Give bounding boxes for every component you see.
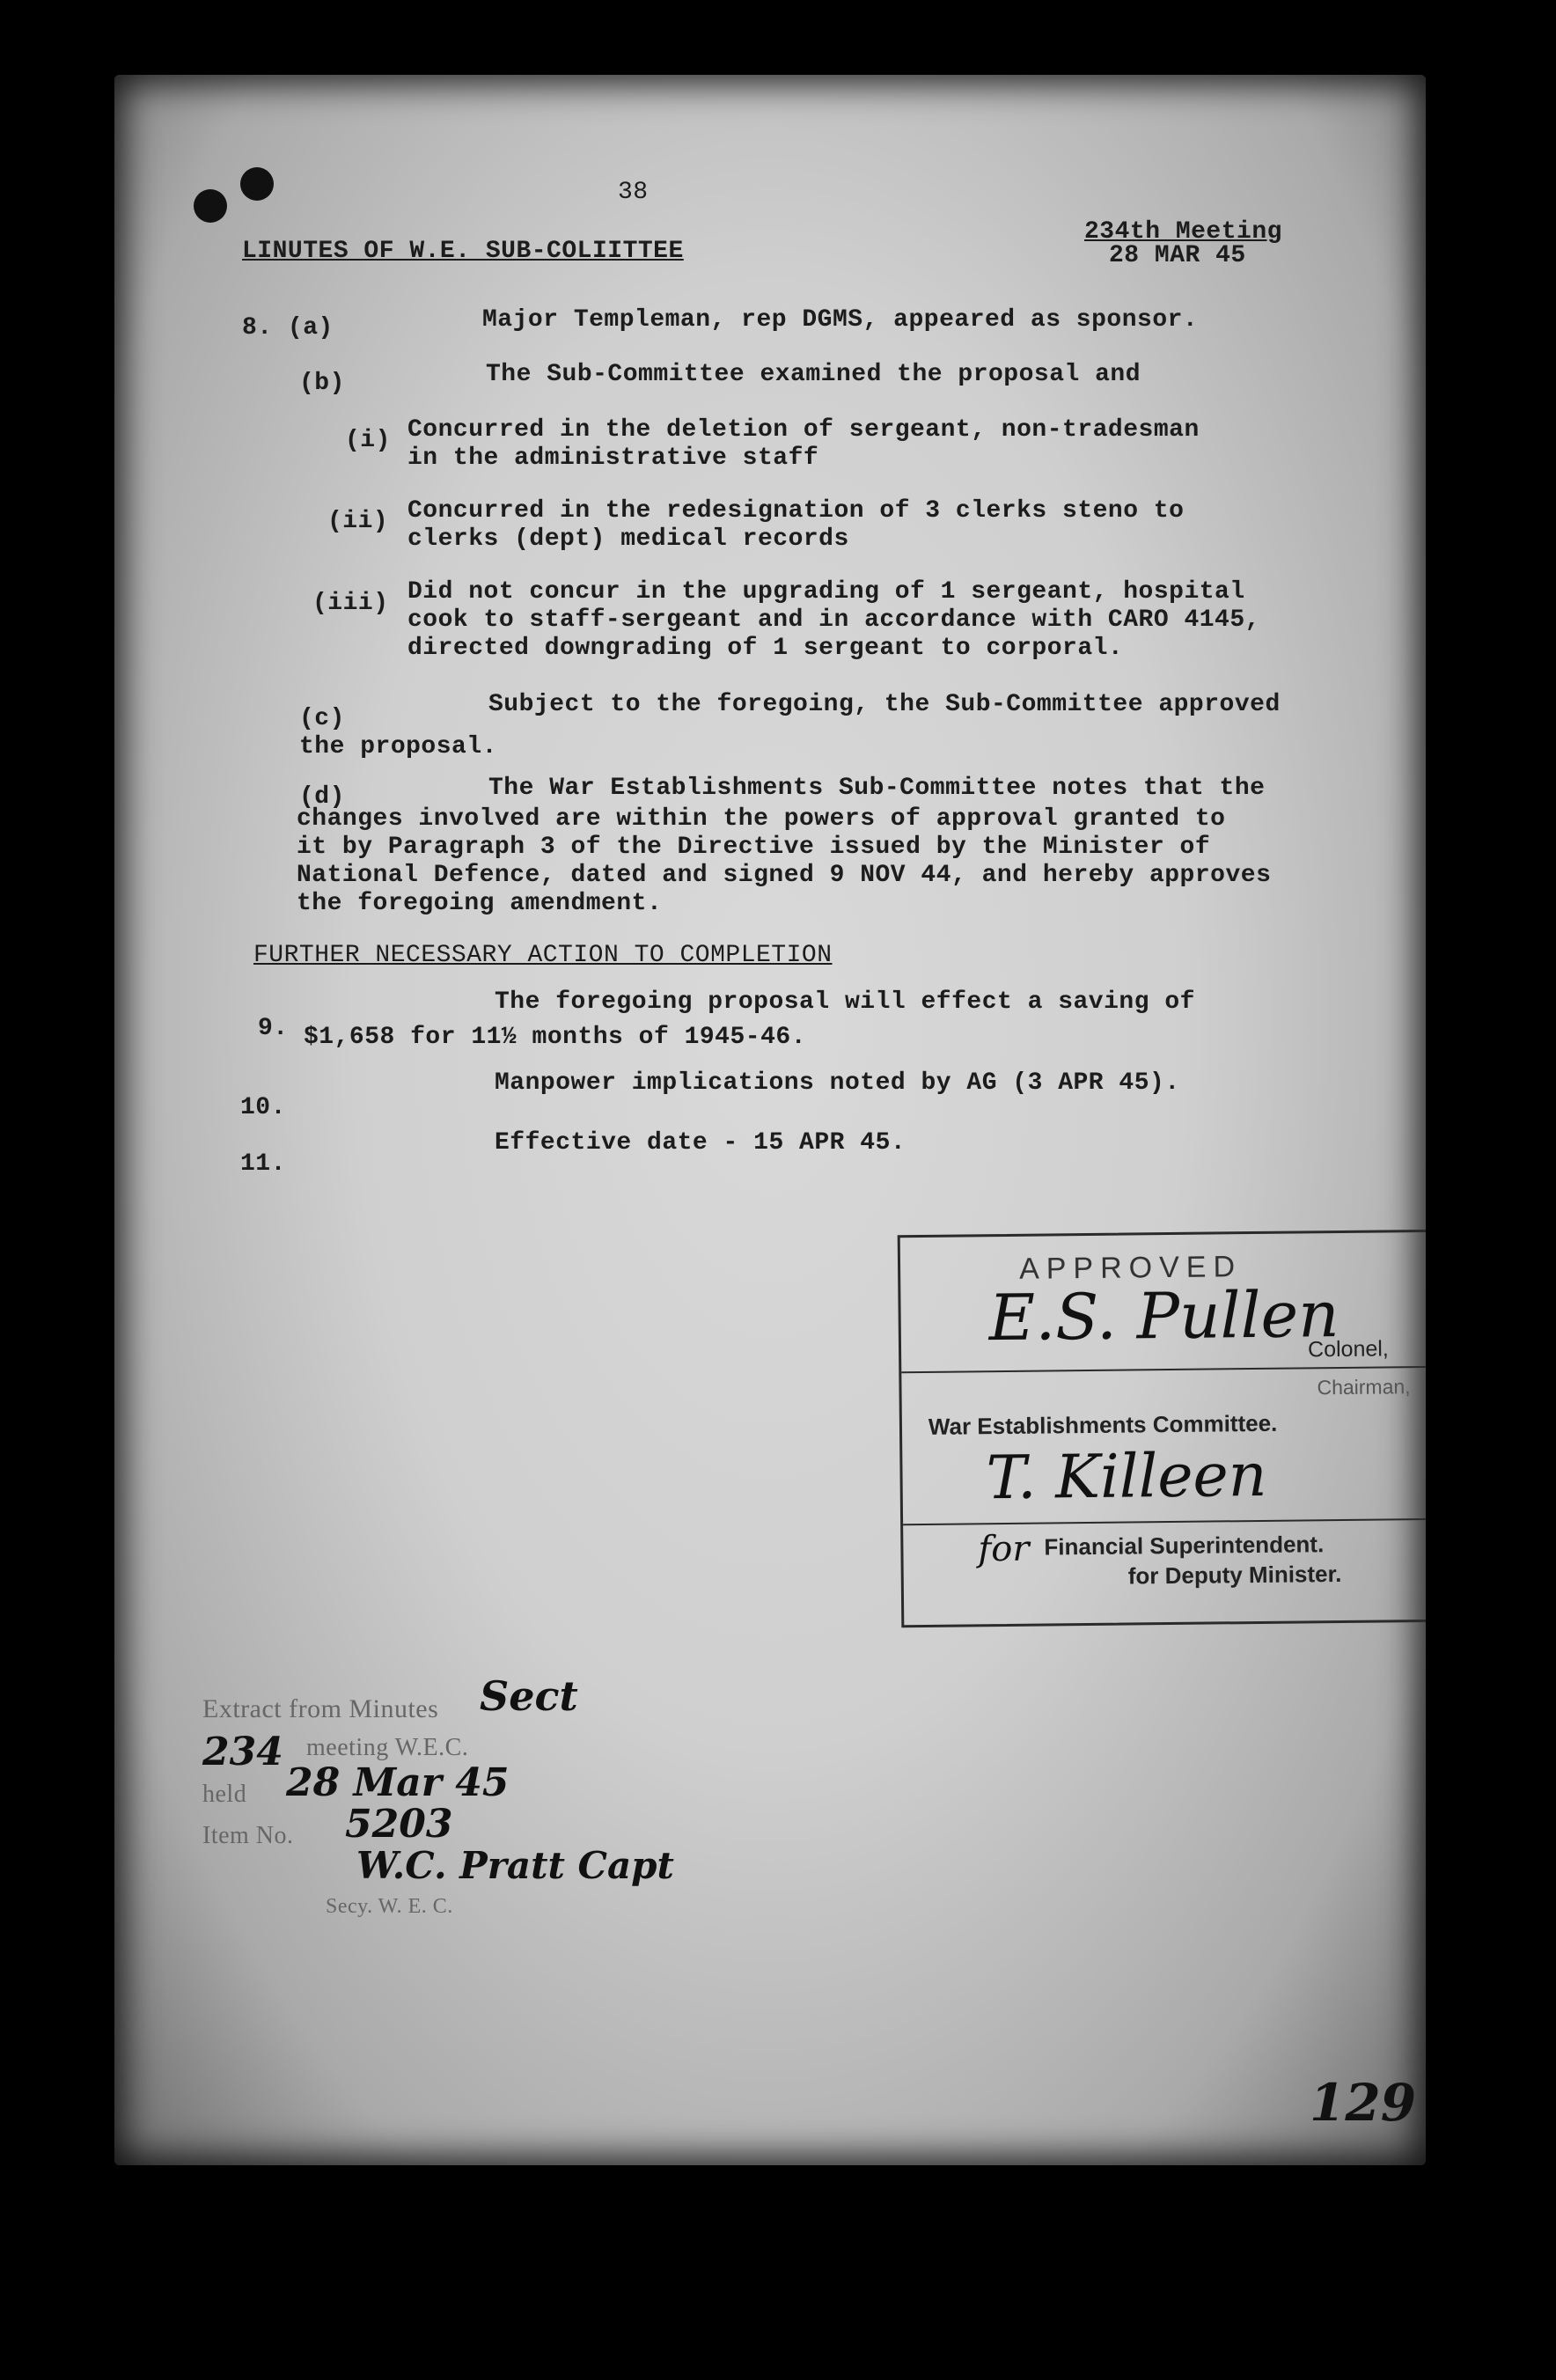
stamp-approved-label: APPROVED bbox=[1018, 1250, 1243, 1286]
punch-hole-left bbox=[194, 189, 227, 223]
minutes-title: LINUTES OF W.E. SUB-COLIITTEE bbox=[242, 238, 684, 265]
para-d-line4: National Defence, dated and signed 9 NOV 44, and hereby approves bbox=[297, 862, 1272, 889]
sub-iii-line1: Did not concur in the upgrading of 1 sergeant, hospital bbox=[407, 578, 1245, 606]
hand-meeting-number: 234 bbox=[202, 1730, 283, 1774]
sub-iii-line3: directed downgrading of 1 sergeant to corporal. bbox=[407, 635, 1124, 662]
stamp-chairman-label: Chairman, bbox=[1317, 1375, 1411, 1399]
sub-iii-number: (iii) bbox=[312, 590, 389, 617]
sub-iii-line2: cook to staff-sergeant and in accordance with CARO 4145, bbox=[407, 606, 1260, 634]
extract-held-label: held bbox=[202, 1781, 247, 1808]
document-page bbox=[114, 75, 1426, 2165]
para-8b-text: The Sub-Committee examined the proposal and bbox=[486, 361, 1141, 388]
further-action-heading: FURTHER NECESSARY ACTION TO COMPLETION bbox=[253, 942, 833, 969]
para-d-number: (d) bbox=[299, 783, 345, 811]
sub-ii-line1: Concurred in the redesignation of 3 clerks steno to bbox=[407, 497, 1185, 525]
para-8a-text: Major Templeman, rep DGMS, appeared as sponsor. bbox=[482, 306, 1199, 334]
stamp-financial-label: Financial Superintendent. bbox=[1044, 1531, 1325, 1561]
meeting-number: 234th Meeting bbox=[1084, 218, 1282, 246]
signature-for-mark: for bbox=[978, 1528, 1030, 1570]
para-10-number: 10. bbox=[240, 1094, 286, 1121]
sub-i-line1: Concurred in the deletion of sergeant, non-tradesman bbox=[407, 416, 1200, 444]
hand-item-number: 5203 bbox=[345, 1802, 453, 1847]
signature-killeen: T. Killeen bbox=[986, 1440, 1267, 1514]
extract-secy-label: Secy. W. E. C. bbox=[326, 1895, 453, 1918]
signature-pullen: E.S. Pullen bbox=[988, 1277, 1339, 1355]
para-11-number: 11. bbox=[240, 1150, 286, 1178]
para-d-line2: changes involved are within the powers of approval granted to bbox=[297, 805, 1226, 833]
punch-hole-right bbox=[240, 167, 274, 201]
para-8a-number: 8. (a) bbox=[242, 314, 334, 342]
sub-ii-line2: clerks (dept) medical records bbox=[407, 525, 849, 553]
stamp-divider-1 bbox=[901, 1366, 1426, 1373]
stamp-colonel-label: Colonel, bbox=[1307, 1336, 1389, 1363]
approval-stamp bbox=[898, 1230, 1426, 1627]
para-9-line1: The foregoing proposal will effect a saving of bbox=[495, 988, 1195, 1016]
stamp-deputy-label: for Deputy Minister. bbox=[1127, 1560, 1342, 1590]
sub-i-line2: in the administrative staff bbox=[407, 444, 819, 472]
para-c-line1: Subject to the foregoing, the Sub-Committee approved bbox=[488, 691, 1281, 718]
hand-sect: Sect bbox=[480, 1672, 578, 1720]
extract-from-minutes: Extract from Minutes bbox=[202, 1694, 439, 1723]
meeting-date: 28 MAR 45 bbox=[1109, 242, 1246, 269]
folio-number: 129 bbox=[1310, 2073, 1417, 2133]
para-8b-number: (b) bbox=[299, 370, 345, 397]
hand-secretary-signature: W.C. Pratt Capt bbox=[356, 1844, 674, 1887]
extract-item-label: Item No. bbox=[202, 1822, 294, 1849]
sub-i-number: (i) bbox=[345, 427, 391, 454]
para-9-number: 9. bbox=[258, 1015, 289, 1042]
para-c-line2: the proposal. bbox=[299, 733, 497, 760]
stamp-divider-2 bbox=[903, 1518, 1426, 1525]
extract-meeting-label: meeting W.E.C. bbox=[306, 1734, 469, 1761]
para-d-line5: the foregoing amendment. bbox=[297, 890, 663, 917]
hand-held-date: 28 Mar 45 bbox=[286, 1760, 510, 1805]
page-number: 38 bbox=[618, 179, 649, 206]
para-c-number: (c) bbox=[299, 705, 345, 732]
para-d-line3: it by Paragraph 3 of the Directive issued by the Minister of bbox=[297, 834, 1211, 861]
sub-ii-number: (ii) bbox=[327, 508, 389, 535]
para-9-line2: $1,658 for 11½ months of 1945-46. bbox=[304, 1024, 806, 1051]
para-11-text: Effective date - 15 APR 45. bbox=[495, 1129, 906, 1157]
stamp-committee-label: War Establishments Committee. bbox=[928, 1409, 1278, 1440]
para-d-line1: The War Establishments Sub-Committee notes that the bbox=[488, 775, 1266, 802]
para-10-text: Manpower implications noted by AG (3 APR 45). bbox=[495, 1069, 1180, 1097]
